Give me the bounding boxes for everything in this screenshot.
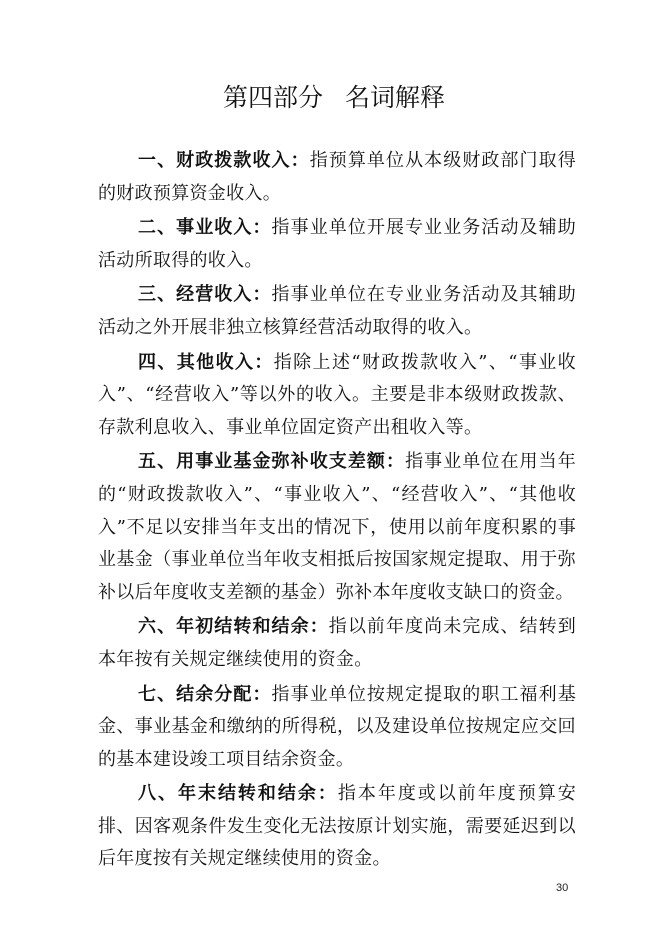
- definition-term: 四、其他收入：: [138, 351, 274, 373]
- title-part: 第四部分: [222, 83, 323, 112]
- page-title: [0, 78, 668, 114]
- definition-item: [98, 679, 576, 777]
- definitions-body: [98, 145, 576, 878]
- definition-term: 八、年末结转和结余：: [138, 783, 338, 805]
- definition-text: 指预算单位从本级财政部门取得的财政预算资金收入。: [98, 150, 577, 204]
- definition-text: 指以前年度尚未完成、结转到本年按有关规定继续使用的资金。: [98, 616, 577, 670]
- definition-text: 指本年度或以前年度预算安排、因客观条件发生变化无法按原计划实施，需要延迟到以后年度按有关规定继续使用的资金。: [98, 783, 576, 870]
- definition-term: 一、财政拨款收入：: [138, 150, 310, 171]
- definition-item: [98, 446, 576, 609]
- definition-item: [98, 778, 576, 876]
- definition-item: [98, 611, 576, 676]
- definition-term: 五、用事业基金弥补收支差额：: [138, 451, 406, 473]
- page-number: 30: [556, 882, 569, 894]
- definition-item: [98, 145, 576, 210]
- definition-text: 指事业单位开展专业业务活动及辅助活动所取得的收入。: [98, 217, 576, 271]
- definition-item: [98, 279, 576, 344]
- definition-item: [98, 347, 576, 445]
- definition-text: 指除上述“财政拨款收入”、“事业收入”、“经营收入”等以外的收入。主要是非本级财政拨款、存款利息收入、事业单位固定资产出租收入等。: [98, 351, 576, 438]
- definition-text: 指事业单位在专业业务活动及其辅助活动之外开展非独立核算经营活动取得的收入。: [98, 284, 576, 338]
- title-name: 名词解释: [345, 83, 446, 112]
- definition-item: [98, 212, 576, 277]
- definition-text: 指事业单位按规定提取的职工福利基金、事业基金和缴纳的所得税，以及建设单位按规定应交回的基本建设竣工项目结余资金。: [98, 683, 576, 770]
- definition-term: 三、经营收入：: [138, 284, 272, 306]
- definition-term: 二、事业收入：: [138, 217, 272, 239]
- definition-term: 七、结余分配：: [138, 683, 272, 705]
- definition-text: 指事业单位在用当年的“财政拨款收入”、“事业收入”、“经营收入”、“其他收入”不足以安排当年支出的情况下，使用以前年度积累的事业基金（事业单位当年收支相抵后按国家规定提取、用于弥补以后年度收支差额的基金）弥补本年度收支缺口的资金。: [98, 451, 576, 603]
- definition-term: 六、年初结转和结余：: [138, 616, 329, 638]
